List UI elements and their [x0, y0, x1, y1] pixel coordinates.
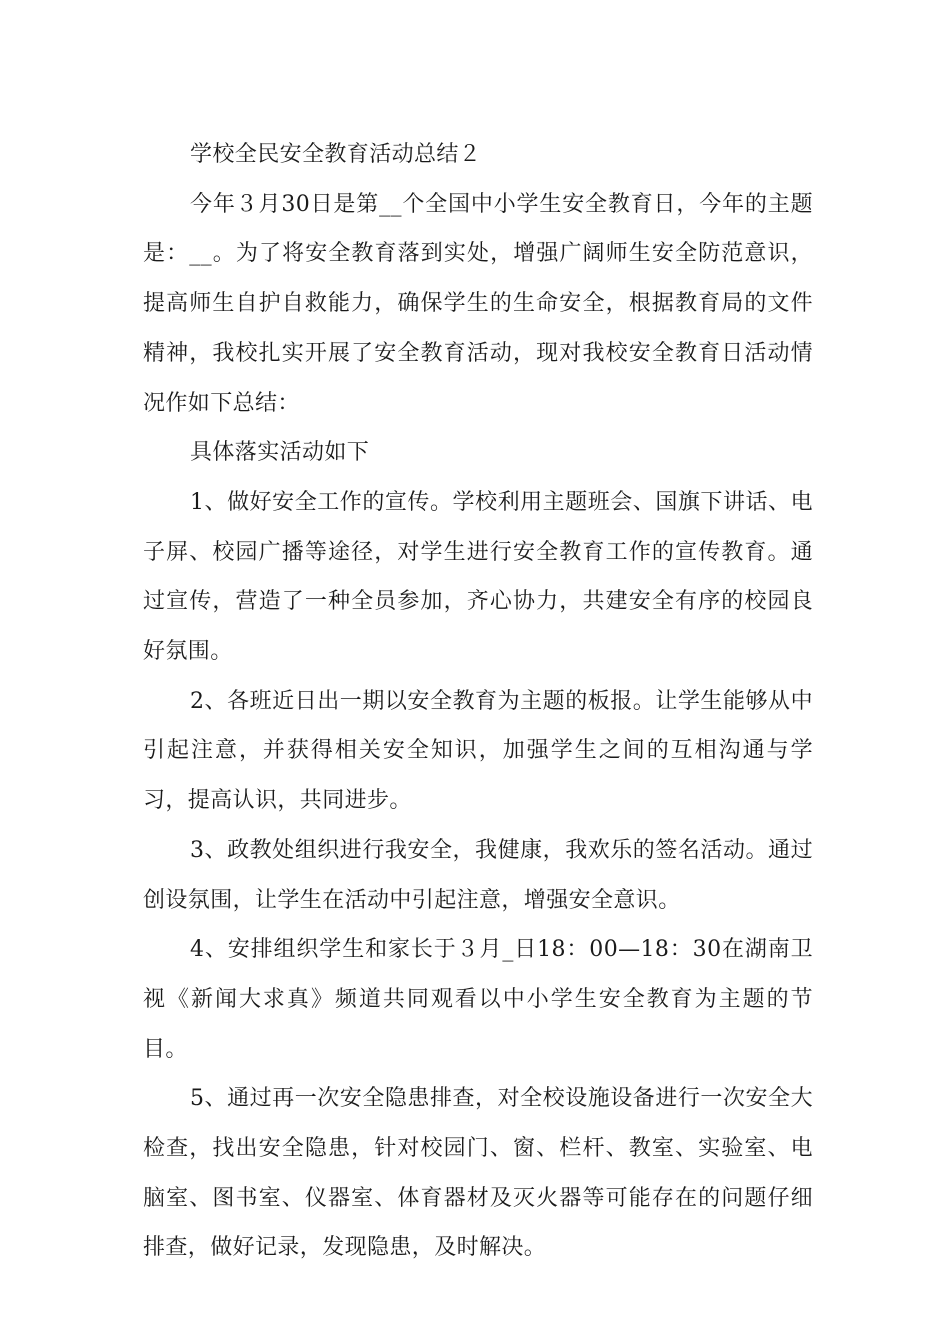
paragraph-subheading: 具体落实活动如下	[190, 440, 370, 466]
paragraph-item-2: 2、各班近日出一期以安全教育为主题的板报。让学生能够从中引起注意，并获得相关安全知识，加强学生之间的互相沟通与学习，提高认识，共同进步。	[143, 688, 813, 814]
paragraph-item-1: 1、做好安全工作的宣传。学校利用主题班会、国旗下讲话、电子屏、校园广播等途径，对学生进行安全教育工作的宣传教育。通过宣传，营造了一种全员参加，齐心协力，共建安全有序的校园良好氛围。	[143, 489, 813, 665]
document-body	[143, 130, 813, 1273]
paragraph-item-4: 4、安排组织学生和家长于３月_日18：00—18：30在湖南卫视《新闻大求真》频道共同观看以中小学生安全教育为主题的节目。	[143, 937, 813, 1062]
paragraph-item-5: 5、通过再一次安全隐患排查，对全校设施设备进行一次安全大检查，找出安全隐患，针对校园门、窗、栏杆、教室、实验室、电脑室、图书室、仪器室、体育器材及灭火器等可能存在的问题仔细排查，做好记录，发现隐患，及时解决。	[143, 1086, 813, 1261]
paragraph-item-3: 3、政教处组织进行我安全，我健康，我欢乐的签名活动。通过创设氛围，让学生在活动中引起注意，增强安全意识。	[143, 837, 813, 913]
paragraph-intro: 今年３月30日是第__个全国中小学生安全教育日，今年的主题是：__。为了将安全教育落到实处，增强广阔师生安全防范意识，提高师生自护自救能力，确保学生的生命安全，根据教育局的文件精神，我校扎实开展了安全教育活动，现对我校安全教育日活动情况作如下总结：	[143, 191, 813, 416]
document-title: 学校全民安全教育活动总结２	[190, 142, 482, 167]
